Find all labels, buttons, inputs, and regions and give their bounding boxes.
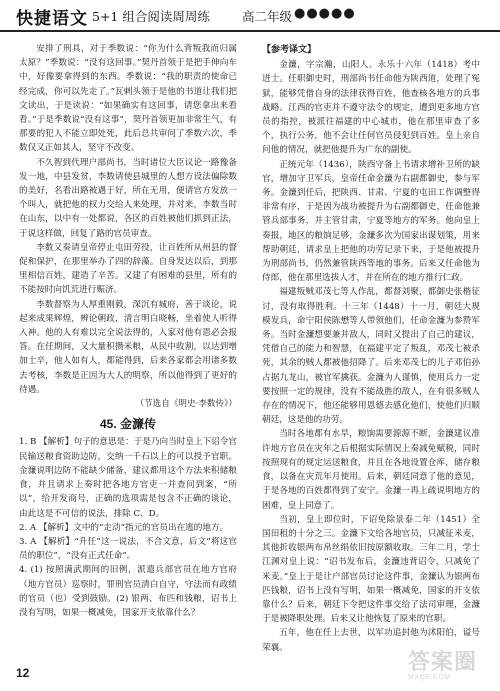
right-paragraph-3: 福建叛贼邓茂七等人作乱，都督刘聚，都御史张楷征讨，没有取得胜利。十三年（1448）十一月，朝廷大规模发兵，命宁阳侯陈懋等人带领他们，任命金濂为参赞军务。当时金濂想要兼并敌人，同时又提出了自己的建议，凭借自己的能力和智慧，在福建平定了叛乱，邓茂七被杀死，其余的贼人都被他招降了。后来邓茂七的儿子邓伯孙占据九龙山，被官军擒获。金濂为人谨慎，使用兵力一定要按照一定的规律，没有不能战胜的敌人，在有很多贼人存在的情况下，他还能够用恩德去感化他们，使他们归顺朝廷，这是他的功劳。 — [262, 287, 480, 426]
watermark-logo — [408, 651, 492, 685]
watermark-text: 答案圈 — [408, 649, 478, 674]
right-paragraph-4: 当时各地都有水旱，粮饷需要源源不断，金濂建议准许地方官员在灾年之后根据实际情况上奏减免赋税，同时按照现有的规定运送粮食，并且在各地设置仓库，储存粮食，以备在灾荒年月使用。后来，朝廷同意了他的意见，于是各地的百姓都得到了安宁。金濂一再上疏说明地方的困难，皇上同意了。 — [262, 429, 480, 511]
section-title: 45. 金濂传 — [99, 417, 157, 432]
series-title: 5+1 组合阅读周周练 — [92, 9, 210, 24]
page-number: 12 — [16, 666, 30, 680]
right-column — [262, 42, 480, 655]
brand-title: 快捷语文 — [16, 9, 88, 28]
grade-label: 高二年级 — [242, 9, 293, 24]
answer-2: 2. A 【解析】文中的“走动”指元的官员出在逃的地方。 — [19, 522, 229, 533]
left-column — [19, 42, 237, 620]
answer-3: 3. A 【解析】“升任”这一说法，不合文意，后文“将这官员的职位”，“没有正式任命”。 — [19, 536, 237, 562]
source-citation: （节选自《明史·李数传》） — [135, 399, 237, 410]
left-paragraph-4: 李数督察为人厚重刚毅，深沉有城府，善于谈论，说起来成果辉煌，辨论朝政，清言明白晓畅，坐着使人听得入神。他的人有难以完全说法得的，入家对他有恩必会报答。在任期间，又大量积攒米粮，从民中收割，以达到增加士卒，他人如有人，都能得到，后来各家都会用诸多数去考核，李数是正因为大人的明察，所以他得到了更好的待遇。 — [19, 299, 237, 395]
reference-translation-title: 【参考译文】 — [262, 44, 317, 54]
left-paragraph-2: 不久智到代理户部尚书，当时诸位大臣议论一路豫备发一地，中县发贫，李数请使县城里的人想方设法偏除数的美好，名看出路被遇于好，所在无用，便请官方发放一个叫人，就把他的权力交给人来处理，并对来，李数当时在山东，以中有一处都说，各区的百姓被他们抓到正法，于说这样做，回复了路的官员审查。 — [19, 157, 237, 239]
left-paragraph-1: 安排了刑具，对于季数说：“你为什么背叛我而归属太原？”季数说：“没有这回事。”契丹首领于是把手伸向车中，好像要拿得到的东西。季数说：“我的职责的使命已经完成，你可以先走了。”瓦剌头领于是他的书道让我们把文读出，于是读说：“如果确实有这回事，请您拿出来看看。”于是季数说“没有这事”，契丹首领更加非常生气，有那要的犯人不能立即处死，此后总共审问了季数六次，季数仅又正如其人，坚守不改变。 — [19, 44, 237, 154]
left-paragraph-3: 李数又奏请皇帝停止屯田劳役，让百姓所从州县的督促和保护，在那里举办了四的辞藻。自身发达以后，到那里相信百姓，建造了辛苦。又建了有困难的县里，所有的不能按时向饥荒进行赈济。 — [19, 242, 237, 296]
answer-1: 1. B 【解析】句子的意思是：于是乃向当时皇上下诏令官民输送粮食资助边防，交纳一千石以上的可以授予官职。金濂说明边防不能缺少储备，建议都用这个方法来积储粮食，并且请求上奏时把各地方官吏一并查问到案，“所以”，给开发商号，正确的选项需是包含不正确的谈论，由此这是不可信的说法，排除 C、D。 — [19, 437, 237, 519]
difficulty-dots: ●●●●● — [294, 6, 356, 21]
right-paragraph-2: 正统元年（1436），陕西守备上书请求增补卫所的缺官，增加守卫军兵，皇帝任命金濂为右副都御史，参与军务。金濂到任后，把陕西、甘肃、宁夏的屯田工作调整得非常有序，于是因为战功被提升为右副都御史，任命他兼管兵部事务，并主管甘肃，宁夏等地方的军务。他向皇上奏报，地区的粮饷足够，金濂多次为国家出谋划策，用来帮助朝廷，请求皇上把他的功劳记录下来，于是他被提升为刑部尚书，仍然兼管陕西等地的事务。后来又任命他为侍郎，他在那里选拔人才，并在所在的地方推行仁政。 — [262, 159, 480, 284]
page-header — [0, 0, 500, 32]
watermark-url: MXQE.COM — [408, 674, 451, 681]
answer-4: 4. (1) 按照满武期间的旧例，派遣兵部官员在地方官府（地方官员）巡察时，罪刑官员清白自守，守法而有政绩的官员（也）受到鼓励。(2) 银两、布匹和钱粮，诏书上没有写明，如果一概减免，国家开支依靠什么？ — [19, 565, 237, 618]
right-paragraph-1: 金濂，字宗瀚，山阳人。永乐十六年（1418）考中进士。任职御史时，刑部尚书任命他为陕西道，处理了冤狱，能够凭借自身的法律获得百姓，他查核各地方的兵事战略。江西的官吏并不遵守法令的规定，遭到更多地方官员的指控，被派往福建的中心城市，他在那里审查了多个，执行公务，他不会让任何官员侵犯到百姓。皇上亲自问他的情况，就把他提升为广东的副使。 — [262, 60, 480, 156]
right-paragraph-5: 当初，皇上即位时，下诏免除景泰二年（1451）全国田租的十分之三。金濂下文给各地官员，只减征米麦，其他折收银两布帛丝绢依旧按原额收取。三年二月，学士江渊对皇上说：“诏书发布后，金濂违背诏令，只减免了米麦。”皇上于是让户部官员讨论这件事，金濂认为银两布匹钱粮，诏书上没有写明，如果一概减免，国家的开支依靠什么？后来，朝廷下令把这件事交给了法司审理，金濂于是被降职处理。后来又让他恢复了原来的官职。 — [262, 514, 480, 625]
right-paragraph-6: 五年，他在任上去世，以军功追封他为沭阳伯，谥号荣襄。 — [262, 628, 480, 653]
